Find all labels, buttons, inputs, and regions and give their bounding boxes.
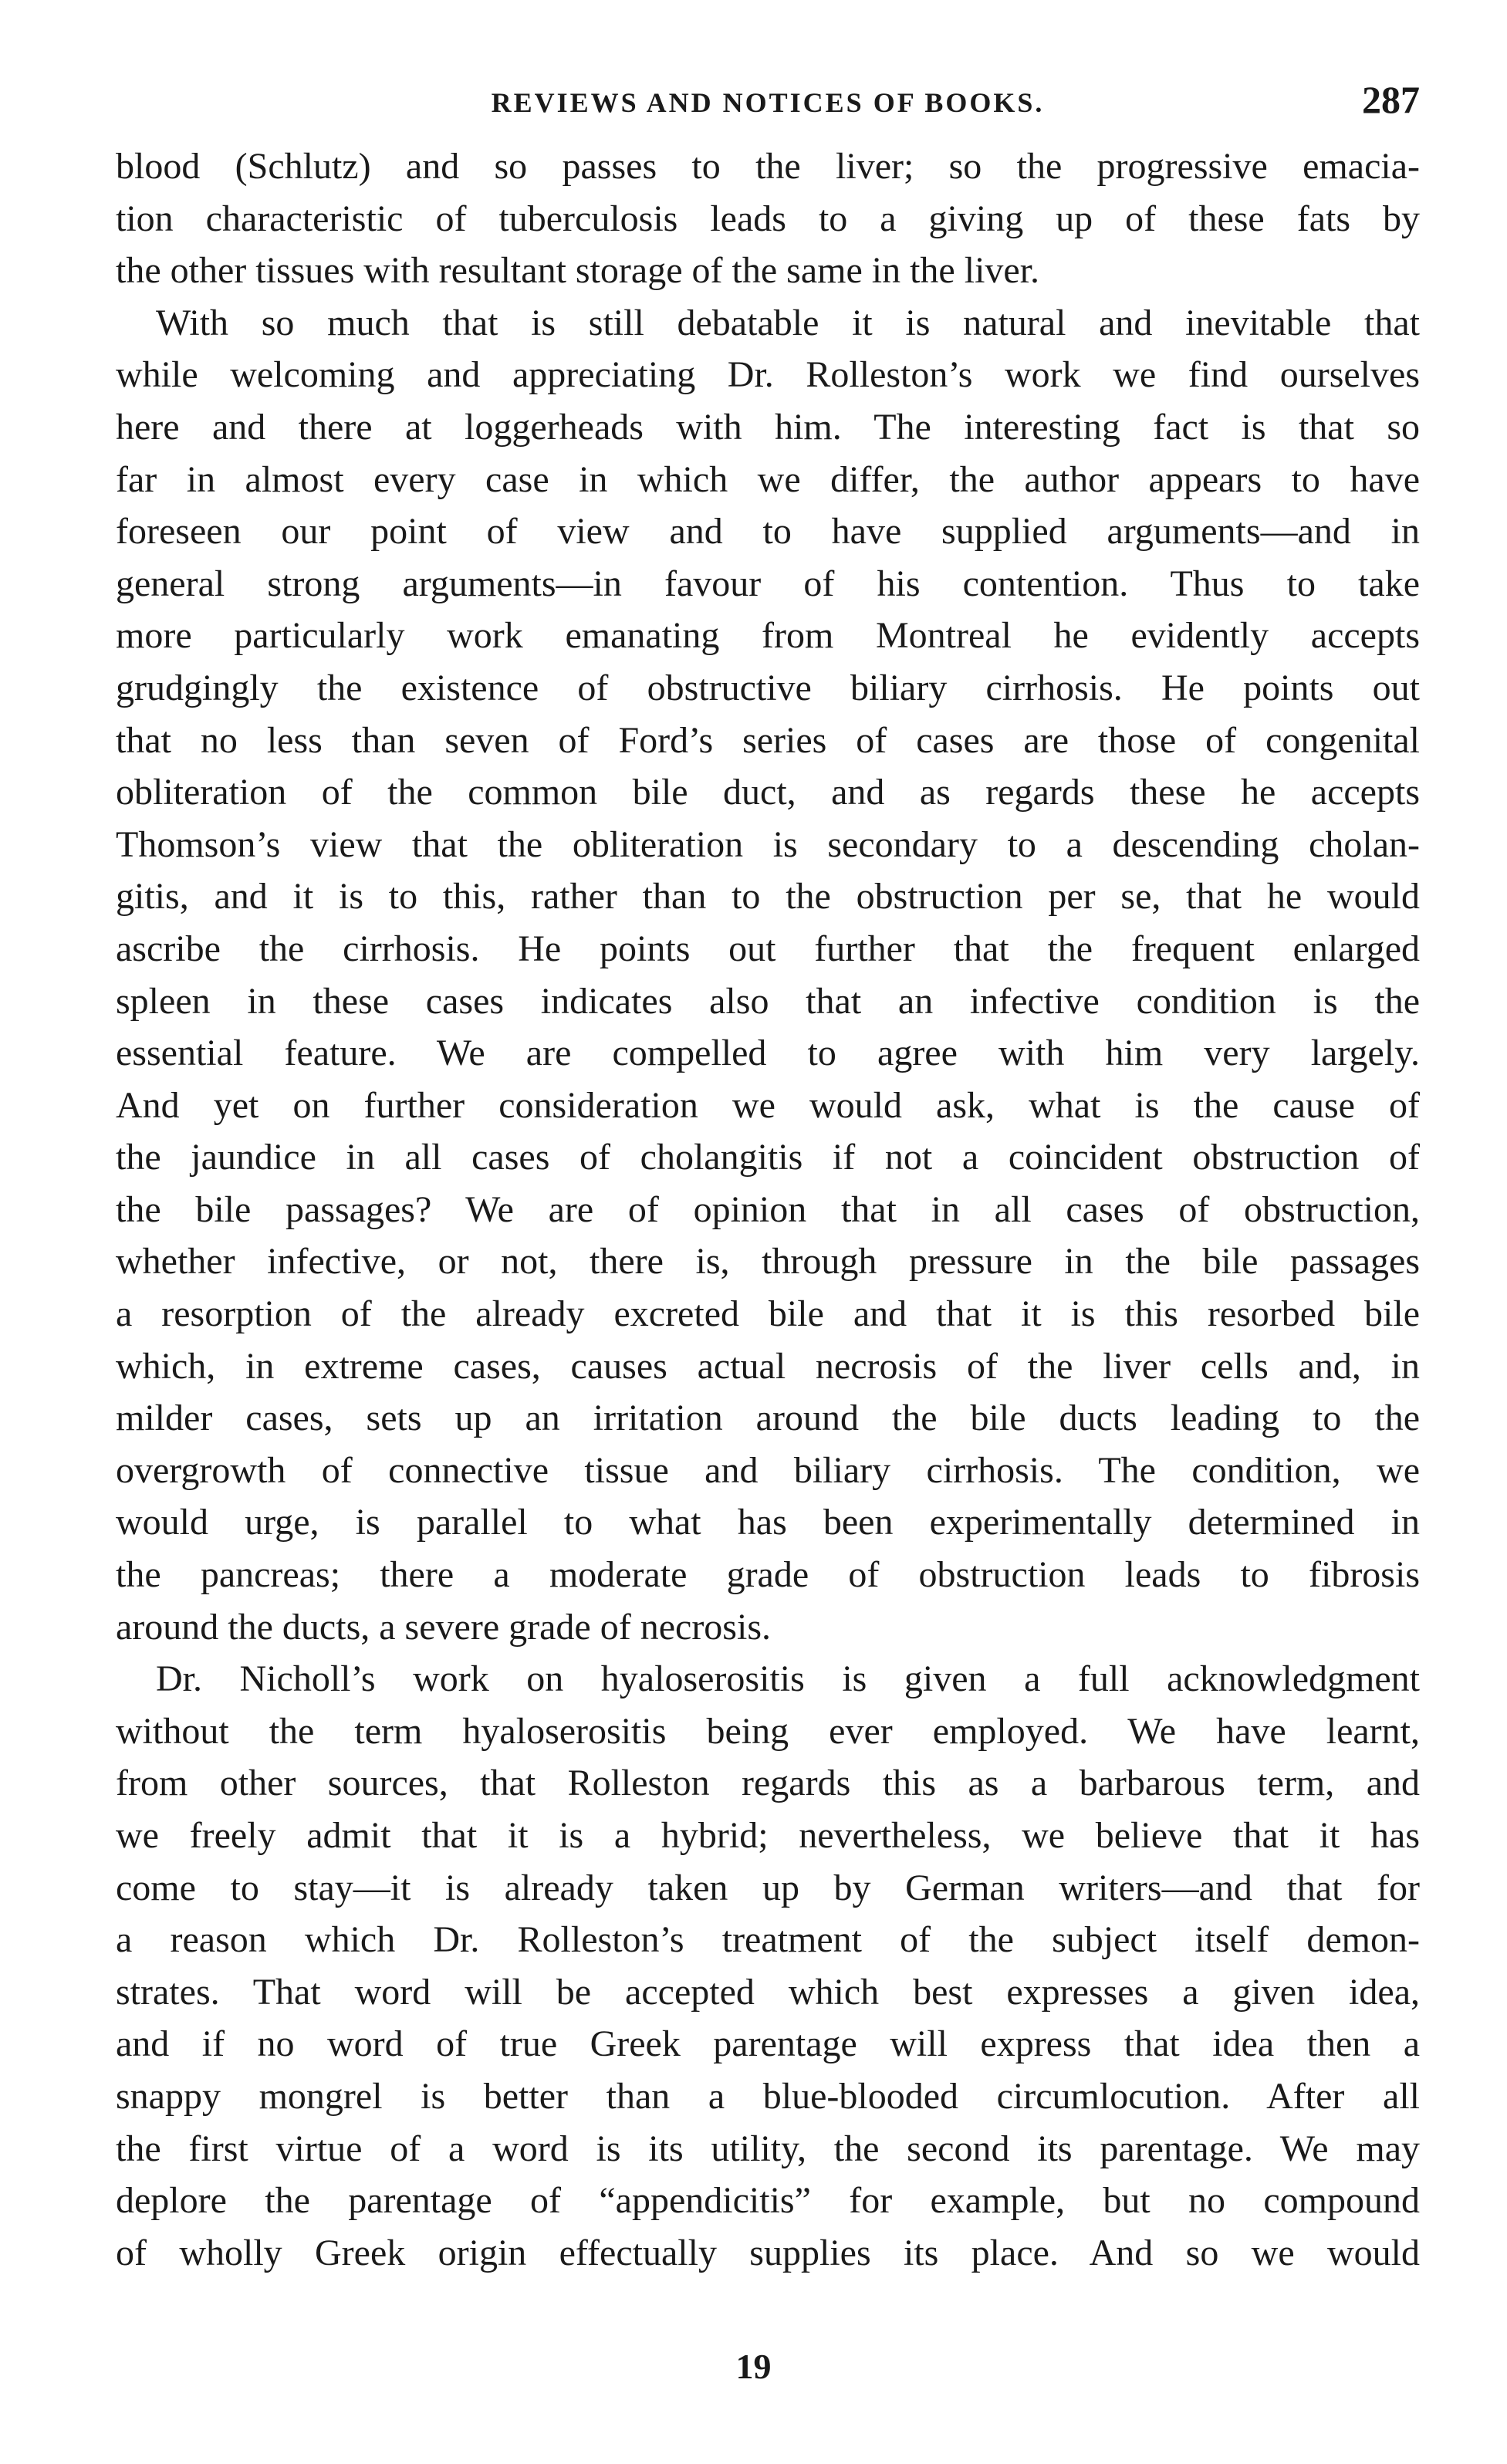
text-line: foreseen our point of view and to have supplied arguments—and in [116, 511, 1420, 553]
text-line: without the term hyaloserositis being ever employed. We have learnt, [116, 1710, 1420, 1752]
text-line: here and there at loggerheads with him. The interesting fact is that so [116, 406, 1420, 448]
signature-folio: 19 [735, 2347, 772, 2386]
text-line: And yet on further consideration we would ask, what is the cause of [116, 1084, 1420, 1126]
text-line: that no less than seven of Ford’s series of cases are those of congenital [116, 719, 1420, 761]
text-line: snappy mongrel is better than a blue-blooded circumlocution. After all [116, 2075, 1420, 2117]
text-line: Thomson’s view that the obliteration is secondary to a descending cholan- [116, 823, 1420, 865]
text-line: grudgingly the existence of obstructive biliary cirrhosis. He points out [116, 667, 1420, 708]
text-line: essential feature. We are compelled to agree with him very largely. [116, 1033, 1420, 1074]
text-line: gitis, and it is to this, rather than to the obstruction per se, that he would [116, 876, 1420, 918]
text-line: from other sources, that Rolleston regards this as a barbarous term, and [116, 1763, 1420, 1804]
text-line: ascribe the cirrhosis. He points out further that the frequent enlarged [116, 928, 1420, 969]
text-line: whether infective, or not, there is, through pressure in the bile passages [116, 1241, 1420, 1283]
paragraph-start-line: With so much that is still debatable it is natural and inevitable that [156, 302, 1420, 343]
text-line: overgrowth of connective tissue and biliary cirrhosis. The condition, we [116, 1449, 1420, 1491]
text-line: the first virtue of a word is its utility, the second its parentage. We may [116, 2128, 1420, 2169]
page-number: 287 [1362, 78, 1420, 121]
text-line: of wholly Greek origin effectually supplies its place. And so we would [116, 2232, 1420, 2273]
text-line: come to stay—it is already taken up by German writers—and that for [116, 1867, 1420, 1908]
text-line: and if no word of true Greek parentage will express that idea then a [116, 2023, 1420, 2065]
text-line: a reason which Dr. Rolleston’s treatment of the subject itself demon- [116, 1919, 1420, 1961]
text-line: around the ducts, a severe grade of necrosis. [116, 1606, 771, 1648]
text-line: while welcoming and appreciating Dr. Rolleston’s work we find ourselves [116, 354, 1420, 396]
text-line: we freely admit that it is a hybrid; nevertheless, we believe that it has [116, 1815, 1420, 1856]
text-line: the jaundice in all cases of cholangitis if not a coincident obstruction of [116, 1137, 1420, 1178]
text-line: more particularly work emanating from Montreal he evidently accepts [116, 615, 1420, 657]
text-line: tion characteristic of tuberculosis leads to a giving up of these fats by [116, 198, 1420, 239]
text-line: general strong arguments—in favour of his contention. Thus to take [116, 563, 1420, 604]
text-line: strates. That word will be accepted which best expresses a given idea, [116, 1971, 1420, 2013]
text-line: a resorption of the already excreted bile and that it is this resorbed bile [116, 1293, 1420, 1335]
text-line: the bile passages? We are of opinion that in all cases of obstruction, [116, 1188, 1420, 1230]
text-line: spleen in these cases indicates also that an infective condition is the [116, 980, 1420, 1022]
body-text [116, 140, 1420, 2279]
text-line: would urge, is parallel to what has been experimentally determined in [116, 1502, 1420, 1543]
paragraph-start-line: Dr. Nicholl’s work on hyaloserositis is given a full acknowledgment [156, 1658, 1420, 1700]
text-line: milder cases, sets up an irritation around the bile ducts leading to the [116, 1398, 1420, 1439]
text-line: obliteration of the common bile duct, and as regards these he accepts [116, 772, 1420, 813]
text-line: far in almost every case in which we differ, the author appears to have [116, 458, 1420, 500]
text-line: blood (Schlutz) and so passes to the liver; so the progressive emacia- [116, 146, 1420, 187]
text-line: the pancreas; there a moderate grade of obstruction leads to fibrosis [116, 1554, 1420, 1596]
text-line: which, in extreme cases, causes actual necrosis of the liver cells and, in [116, 1345, 1420, 1387]
running-head [116, 77, 1420, 131]
running-title: REVIEWS AND NOTICES OF BOOKS. [491, 87, 1045, 118]
text-line: deplore the parentage of “appendicitis” for example, but no compound [116, 2180, 1420, 2222]
text-line: the other tissues with resultant storage of the same in the liver. [116, 250, 1040, 292]
